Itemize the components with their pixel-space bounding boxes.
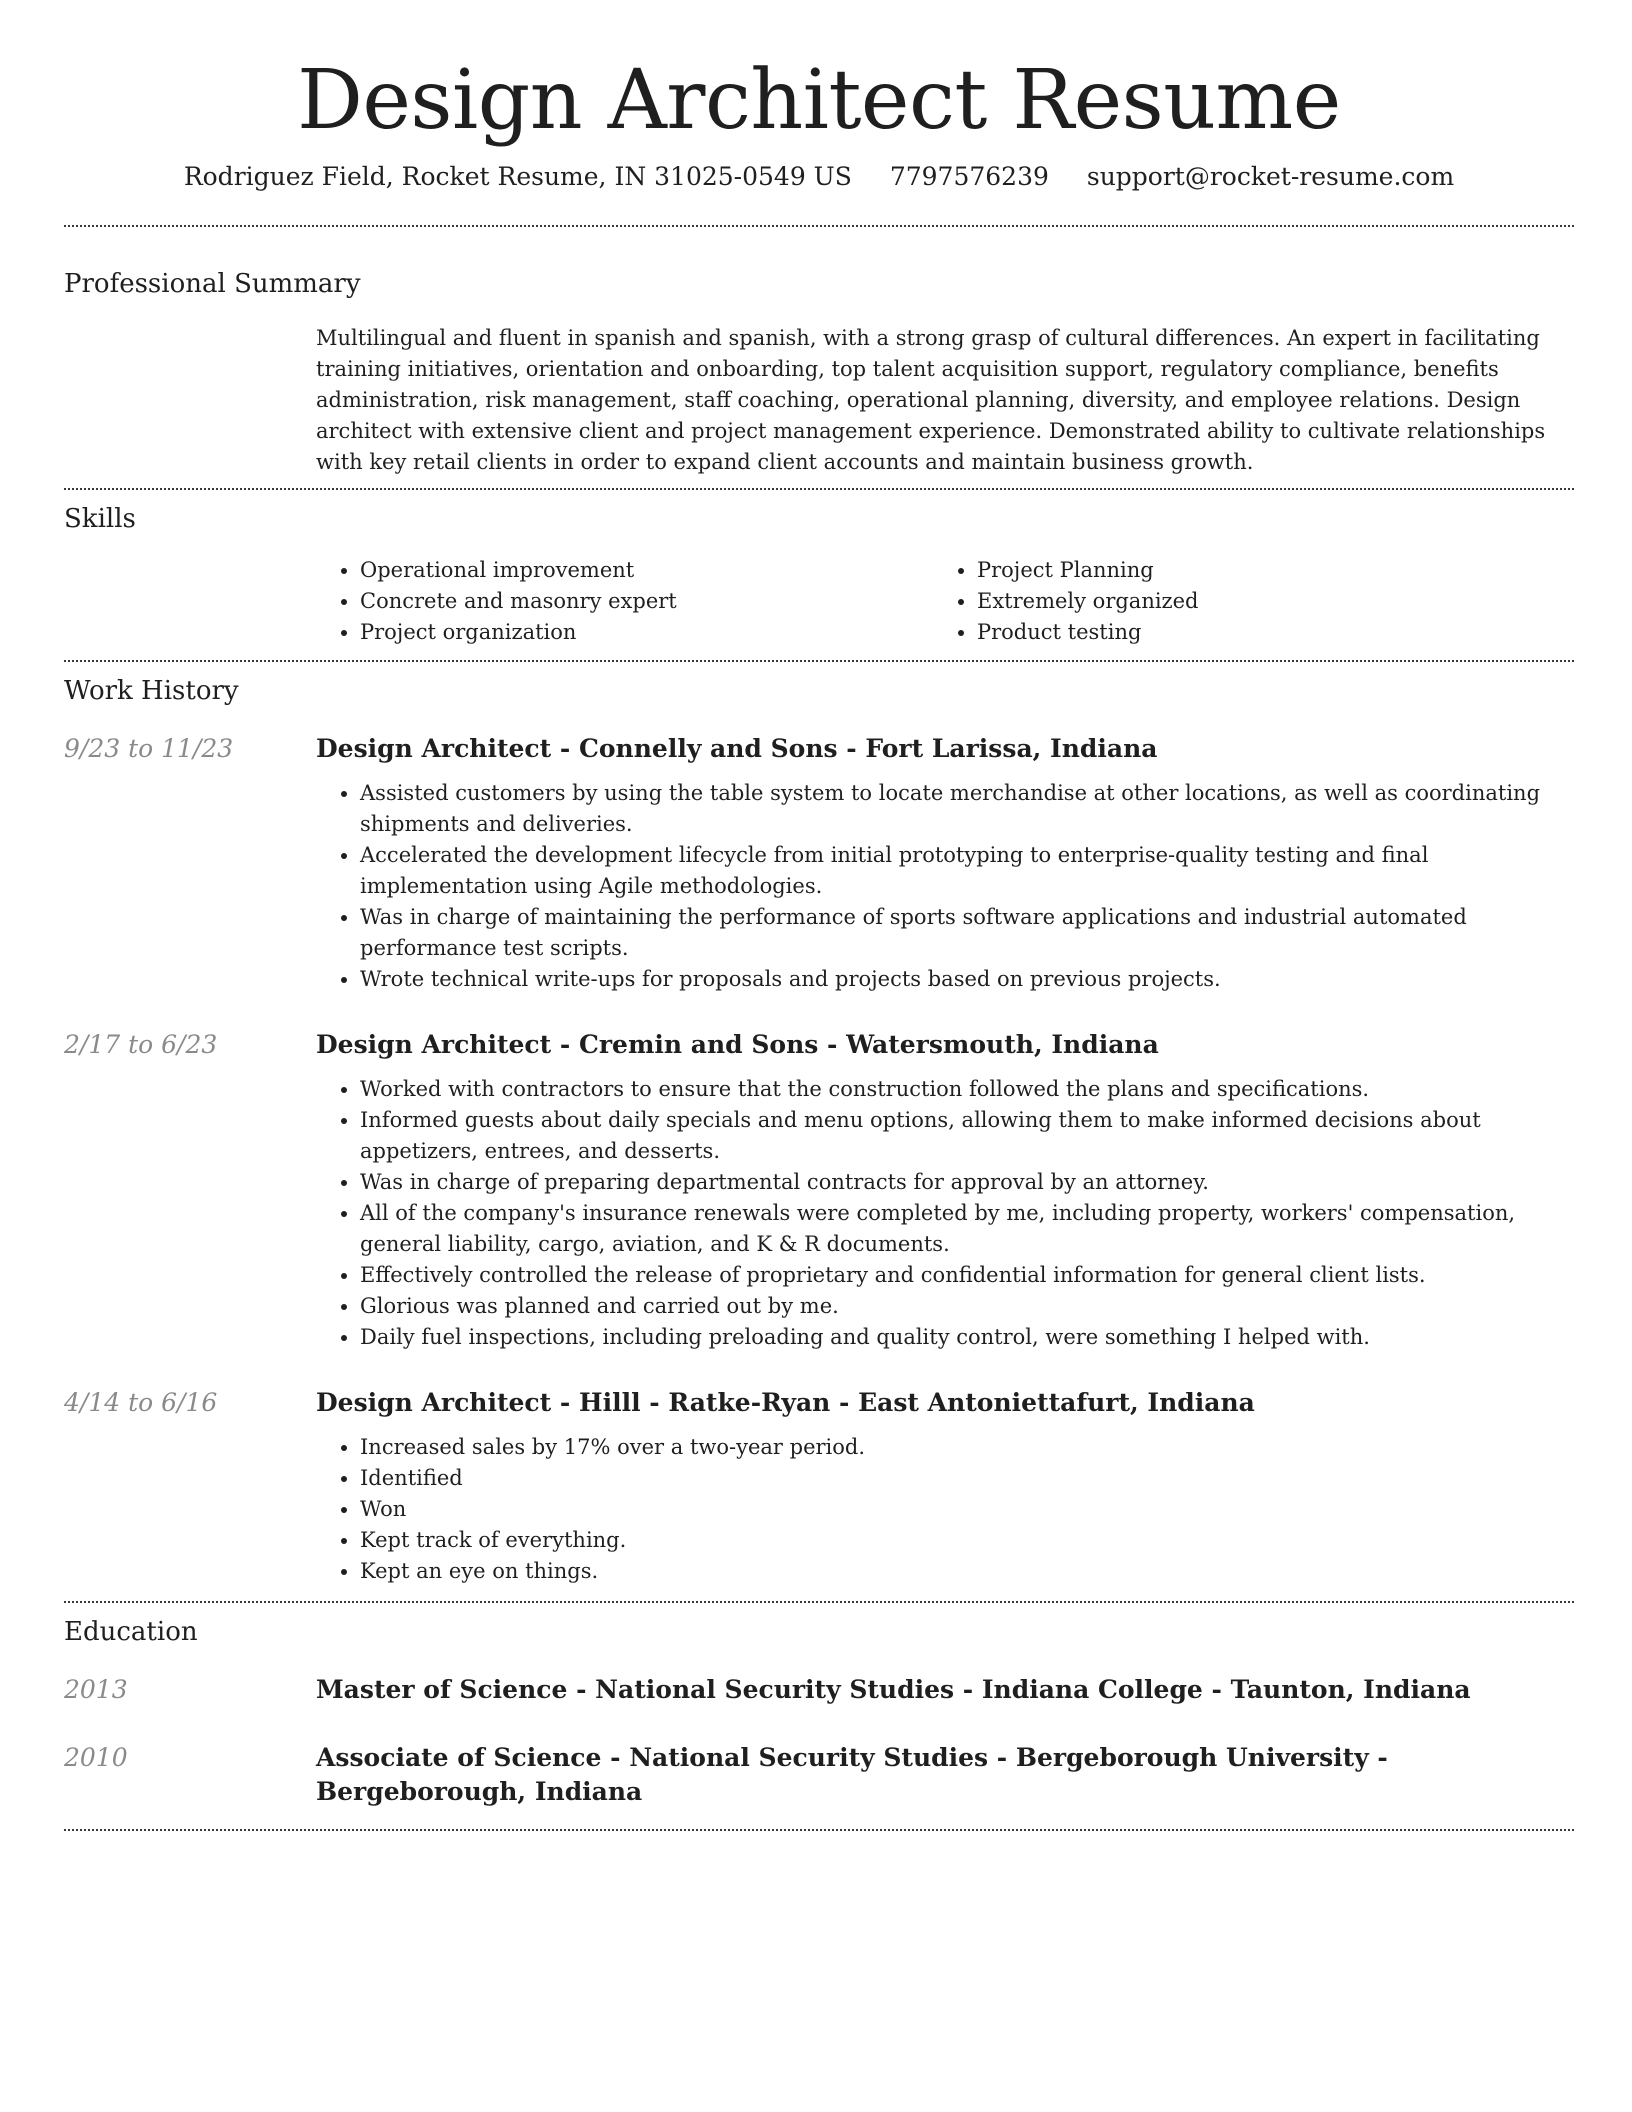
job-bullet: • Was in charge of maintaining the performance of sports software applications and industrial automated performance test scripts.	[360, 902, 1574, 964]
skills-columns	[316, 555, 1574, 660]
education-title: Associate of Science - National Security Studies - Bergeborough University - Bergeborough, Indiana	[316, 1743, 1388, 1806]
job-bullet: • Worked with contractors to ensure that the construction followed the plans and specifications.	[360, 1074, 1574, 1105]
resume-title: Design Architect Resume	[297, 53, 1341, 148]
job-entry	[64, 1386, 1574, 1587]
skill-item: • Project organization	[360, 617, 933, 648]
section-divider	[64, 1829, 1574, 1831]
job-bullets	[316, 1432, 1574, 1587]
job-bullet: • Kept an eye on things.	[360, 1556, 1574, 1587]
job-title: Design Architect - Connelly and Sons - Fort Larissa, Indiana	[316, 734, 1158, 763]
job-bullet: • Glorious was planned and carried out by me.	[360, 1291, 1574, 1322]
job-bullet: • Kept track of everything.	[360, 1525, 1574, 1556]
skill-item: • Extremely organized	[977, 586, 1550, 617]
job-bullets	[316, 778, 1574, 995]
professional-summary-section	[64, 267, 1574, 490]
education-title: Master of Science - National Security Studies - Indiana College - Taunton, Indiana	[316, 1675, 1471, 1704]
section-heading-skills: Skills	[64, 504, 136, 534]
education-entry	[64, 1741, 1574, 1809]
job-title: Design Architect - Cremin and Sons - Watersmouth, Indiana	[316, 1030, 1159, 1059]
job-bullet: • Won	[360, 1494, 1574, 1525]
section-divider	[64, 488, 1574, 490]
contact-email: support@rocket-resume.com	[1086, 162, 1455, 191]
job-bullets	[316, 1074, 1574, 1353]
section-heading-summary: Professional Summary	[64, 269, 361, 299]
skill-item: • Product testing	[977, 617, 1550, 648]
job-dates: 9/23 to 11/23	[64, 734, 234, 763]
education-year: 2010	[64, 1743, 128, 1772]
contact-address: Rodriguez Field, Rocket Resume, IN 31025-0549 US	[183, 162, 852, 191]
section-heading-work: Work History	[64, 676, 239, 706]
education-year: 2013	[64, 1675, 128, 1704]
contact-line	[64, 160, 1574, 194]
summary-text: Multilingual and fluent in spanish and spanish, with a strong grasp of cultural differences. An expert in facilitating training initiatives, orientation and onboarding, top talent acquisition support, regulatory compliance, benefits administration, risk management, staff coaching, operational planning, diversity, and employee relations. Design architect with extensive client and project management experience. Demonstrated ability to cultivate relationships with key retail clients in order to expand client accounts and maintain business growth.	[316, 326, 1546, 474]
resume-page	[64, 0, 1574, 1831]
job-dates: 4/14 to 6/16	[64, 1388, 218, 1417]
job-entry	[64, 1028, 1574, 1353]
job-title: Design Architect - Hilll - Ratke-Ryan - East Antoniettafurt, Indiana	[316, 1388, 1255, 1417]
job-dates: 2/17 to 6/23	[64, 1030, 218, 1059]
job-bullet: • Assisted customers by using the table system to locate merchandise at other locations, as well as coordinating shipments and deliveries.	[360, 778, 1574, 840]
education-section	[64, 1615, 1574, 1831]
skills-list-right	[933, 555, 1550, 648]
skill-item: • Operational improvement	[360, 555, 933, 586]
header-divider	[64, 225, 1574, 227]
section-divider	[64, 660, 1574, 662]
section-heading-education: Education	[64, 1617, 198, 1647]
job-bullet: • Daily fuel inspections, including preloading and quality control, were something I helped with.	[360, 1322, 1574, 1353]
job-entry	[64, 732, 1574, 995]
education-entry	[64, 1673, 1574, 1707]
job-bullet: • Identified	[360, 1463, 1574, 1494]
job-bullet: • Wrote technical write-ups for proposals and projects based on previous projects.	[360, 964, 1574, 995]
work-history-section	[64, 674, 1574, 1603]
skills-section	[64, 502, 1574, 662]
skills-list-left	[316, 555, 933, 648]
job-bullet: • Informed guests about daily specials and menu options, allowing them to make informed decisions about appetizers, entrees, and desserts.	[360, 1105, 1574, 1167]
job-bullet: • Effectively controlled the release of proprietary and confidential information for general client lists.	[360, 1260, 1574, 1291]
job-bullet: • All of the company's insurance renewals were completed by me, including property, workers' compensation, general liability, cargo, aviation, and K & R documents.	[360, 1198, 1574, 1260]
contact-phone: 7797576239	[889, 162, 1049, 191]
resume-header	[64, 0, 1574, 227]
job-bullet: • Was in charge of preparing departmental contracts for approval by an attorney.	[360, 1167, 1574, 1198]
skill-item: • Project Planning	[977, 555, 1550, 586]
job-bullet: • Accelerated the development lifecycle from initial prototyping to enterprise-quality testing and final implementation using Agile methodologies.	[360, 840, 1574, 902]
skill-item: • Concrete and masonry expert	[360, 586, 933, 617]
section-divider	[64, 1601, 1574, 1603]
job-bullet: • Increased sales by 17% over a two-year period.	[360, 1432, 1574, 1463]
